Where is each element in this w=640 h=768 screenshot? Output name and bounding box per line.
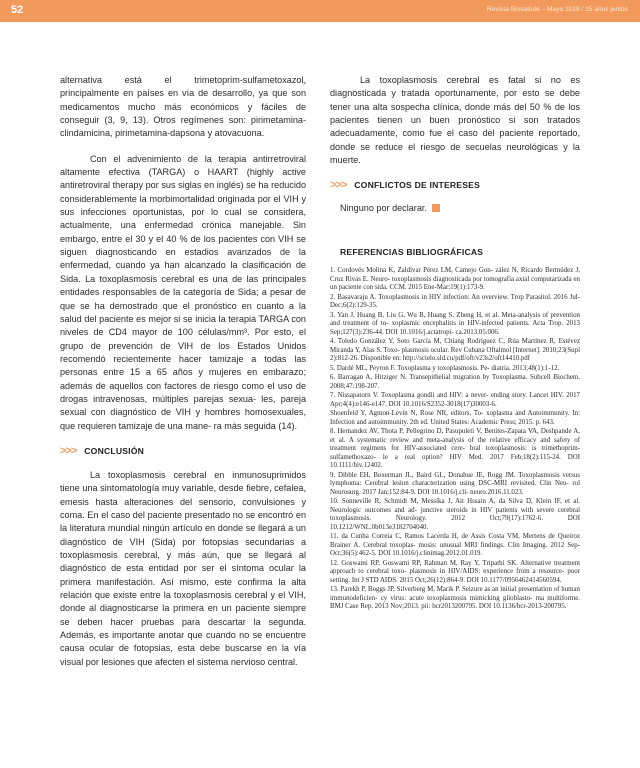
- reference-item: 5. Dardé ML, Peyron F. Toxoplasma y toxoplasmosis. Pe- diatria. 2013;48(1):1-12.: [330, 364, 560, 372]
- reference-item: 13. Parekh P, Boggs JP, Silverberg M, Marik P. Seizure as an initial presentation of human immunodeficien- cy virus: acute toxoplasmosis mimicking glioblasto- ma multiforme. BMJ Case Rep. 2013 Nov;2013. pii: bcr2013200795. DOI 10.1136/bcr-2013-200795.: [330, 586, 580, 611]
- reference-item: 2. Basavaraju A. Toxoplasmosis in HIV infection: An overview. Trop Parasitol. 2016 Jul-Dec;6(2):129-35.: [330, 293, 580, 310]
- reference-item: 7. Nissapatorn V. Toxoplasma gondii and HIV: a never- ending story. Lancet HIV. 2017 Apr;4(4):e146-e147. DOI 10.1016/S2352-3018(17)30003-6.: [330, 392, 580, 408]
- paragraph-treatment: alternativa está el trimetoprim-sulfametoxazol, principalmente en países en vía de desarrollo, ya que son medicamentos mucho más económicos y fáciles de conseguir (3, 9, 13). Otros regímenes son: pirimetamina-clindamicina, pirimetamina-dapsona y atovacuona.: [60, 75, 306, 139]
- journal-title: Revista Biosalúdé – Mayo 2019 / 15 años juntos: [486, 6, 628, 13]
- conclusion-title: CONCLUSIÓN: [84, 445, 145, 456]
- reference-item: 4. Toledo González Y, Soto García M, Chiang Rodríguez C, Rúa Martínez R, Estévez Miranda Y, Alas S. Toxo- plasmosis ocular. Rev Cubana Oftalmol [Internet]. 2010;23(Supl 2):812-26. Disponible en: http://scielo.sld.cu/pdf/oft/v23s2/oft14410.pdf: [330, 338, 580, 363]
- references-list: [330, 267, 580, 612]
- paragraph-targa: Con el advenimiento de la terapia antirretroviral altamente efectiva (TARGA) o HAART (highly active antiretroviral therapy por sus siglas en inglés) se ha reducido considerablemente la morbimortalidad originada por el VIH y sus infecciones oportunistas, por lo cual se considera, actualmente, una enfermedad crónica manejable. Sin embargo, entre el 30 y el 40 % de los pacientes con VIH se siguen diagnosticando en estadios avanzados de la enfermedad, cuando ya han alcanzado la clasificación de Sida. La toxoplasmosis cerebral es una de las principales entidades responsables de la categoría de Sida; a pesar de que se ha demostrado que el pronóstico en cuanto a la salud del paciente es mejor si se inicia la terapia TARGA con niveles de CD4 mayor de 100 células/mm³. Por esto, el grupo de prevención de VIH de los Estados Unidos recomendó recientemente hacer tamizaje a todas las personas entre 15 a 65 años y mujeres en embarazo; además de aquellos con factores de riesgo como el uso de drogas intravenosas, múltiples parejas sexua- les, pareja sexual con diagnóstico de VIH y hombres homosexuales, que requieren tamizaje de una mane- ra más seguida (14).: [60, 153, 306, 431]
- conclusion-heading: [60, 445, 306, 457]
- references-title: REFERENCIAS BIBLIOGRÁFICAS: [340, 247, 484, 258]
- reference-item: 1. Cordovés Molina K, Zaldívar Pérez LM, Camejo Gon- zález N, Ricardo Bermúdez J, Cruz Rivas E. Neuro- toxoplasmosis diagnosticada por tomografía axial computarizada en un paciente con sida. CCM. 2015 Ene-Mar;19(1):173-9.: [330, 267, 580, 292]
- reference-item: 8. Hernandez AV, Thota P, Pellegrino D, Pasupuleti V, Benites-Zapata VA, Deshpande A, et al. A systematic review and meta-analysis of the relative efficacy and safety of treatment regimens for HIV-associated cere- bral toxoplasmosis: is trimethoprim-sulfamethoxazo- le a real option? HIV Med. 2017 Feb;18(2):115-24. DOI 10.1111/hiv.12402.: [330, 428, 580, 470]
- arrows-icon: >>>: [60, 444, 77, 457]
- reference-item: 12. Goswami RP, Goswami RP, Rahman M, Ray Y, Tripathi SK. Alternative treatment approach to cerebral toxo- plasmosis in HIV/AIDS: experience from a resource- poor setting. Int J STD AIDS. 2015 Oct;26(12):864-9. DOI 10.1177/0956462414560594.: [330, 559, 580, 584]
- conflicts-heading: [330, 179, 580, 191]
- reference-item: 11. da Cunha Correia C, Ramos Lacerda H, de Assis Costa VM, Mertens de Queiroz Brainer A. Cerebral toxoplas- mosis: unusual MRI findings. Clin Imaging. 2012 Sep- Oct;36(5):462-5. DOI 10.1016/j.clinimag.2012.01.019.: [330, 533, 580, 558]
- page-header: [0, 0, 640, 22]
- reference-item: 9. Dibble EH, Boxerman JL, Baird GL, Donahue JE, Rogg JM. Toxoplasmosis versus lymphoma: Cerebral lesion characterization using DSC-MRI revisited. Clin Neu- rol Neurosurg. 2017 Jan;152:84-9. DOI 10.1016/j.cli- neuro.2016.11.023.: [330, 471, 580, 496]
- conflicts-statement: [340, 203, 580, 213]
- end-square-icon: [432, 204, 440, 212]
- reference-item: Shoenfeld Y, Agmon-Levin N, Rose NR, editors. To- xoplasma and Autoimmunity. In: Infection and autoimmunity. 2th ed. United States: Academic Press; 2015. p. 643.: [330, 410, 580, 426]
- right-column: [330, 74, 580, 613]
- reference-item: 3. Yan J, Huang B, Liu G, Wu B, Huang S, Zheng H, et al. Meta-analysis of prevention and treatment of to- xoplasmic encephalitis in HIV-infected patients. Acta Trop. 2013 Sep;127(3):236-44. DOI 10.1016/j.actatropi- ca.2013.05.006.: [330, 311, 580, 336]
- left-column: [60, 74, 306, 681]
- reference-item: 6. Barragan A, Hitziger N. Transepithelial migration by Toxoplasma. Subcell Biochem. 2008;47:198-207.: [330, 374, 580, 390]
- conflicts-title: CONFLICTOS DE INTERESES: [354, 180, 481, 191]
- arrows-icon: >>>: [330, 179, 347, 192]
- reference-item: 10. Sonneville R, Schmidt M, Messika J, Ait Hssain A, da Silva D, Klein IF, et al. Neurologic outcomes and ad- junctive steroids in HIV patients with severe cerebral toxoplasmosis. Neurology. 2012 Oct;79(17):1762-6. DOI 10.1212/WNL.0b013e3182704040.: [330, 498, 580, 531]
- conflicts-text: Ninguno por declarar.: [340, 203, 427, 214]
- paragraph-intro: La toxoplasmosis cerebral es fatal si no es diagnosticada y tratada oportunamente, por esto se debe tener una alta sospecha clínica, donde más del 50 % de los pacientes tienen un buen pronóstico si son tratados adecuadamente, como fue el caso del paciente reportado, donde se reduce el riesgo de secuelas neurológicas y la muerte.: [330, 75, 580, 166]
- page-number: 52: [11, 4, 24, 16]
- paragraph-conclusion: La toxoplasmosis cerebral en inmunosuprimidos tiene una sintomatología muy variable, desde fiebre, cefalea, emesis hasta alteraciones del sensorio, convulsiones y coma. En el caso del paciente presentado no se encontró en la literatura mundial ningún artículo en donde se llegará a un diagnóstico de VIH (Sida) por fotopsias secundarias a toxoplasmosis cerebral, y más aún, que se llegará al diagnóstico de esta entidad por ser el síntoma ocular la primera manifestación. Así mismo, este confirma la alta relación que existe entre la toxoplasmosis cerebral y el VIH, donde al diagnosticarse la primera en un paciente siempre se deben hacer pruebas para descartar la segunda. Además, es importante anotar que cuando no se encuentre causa ocular de fotopsias, esta debe buscarse en la vía visual por lesiones que afecten el sistema nervioso central.: [60, 469, 306, 667]
